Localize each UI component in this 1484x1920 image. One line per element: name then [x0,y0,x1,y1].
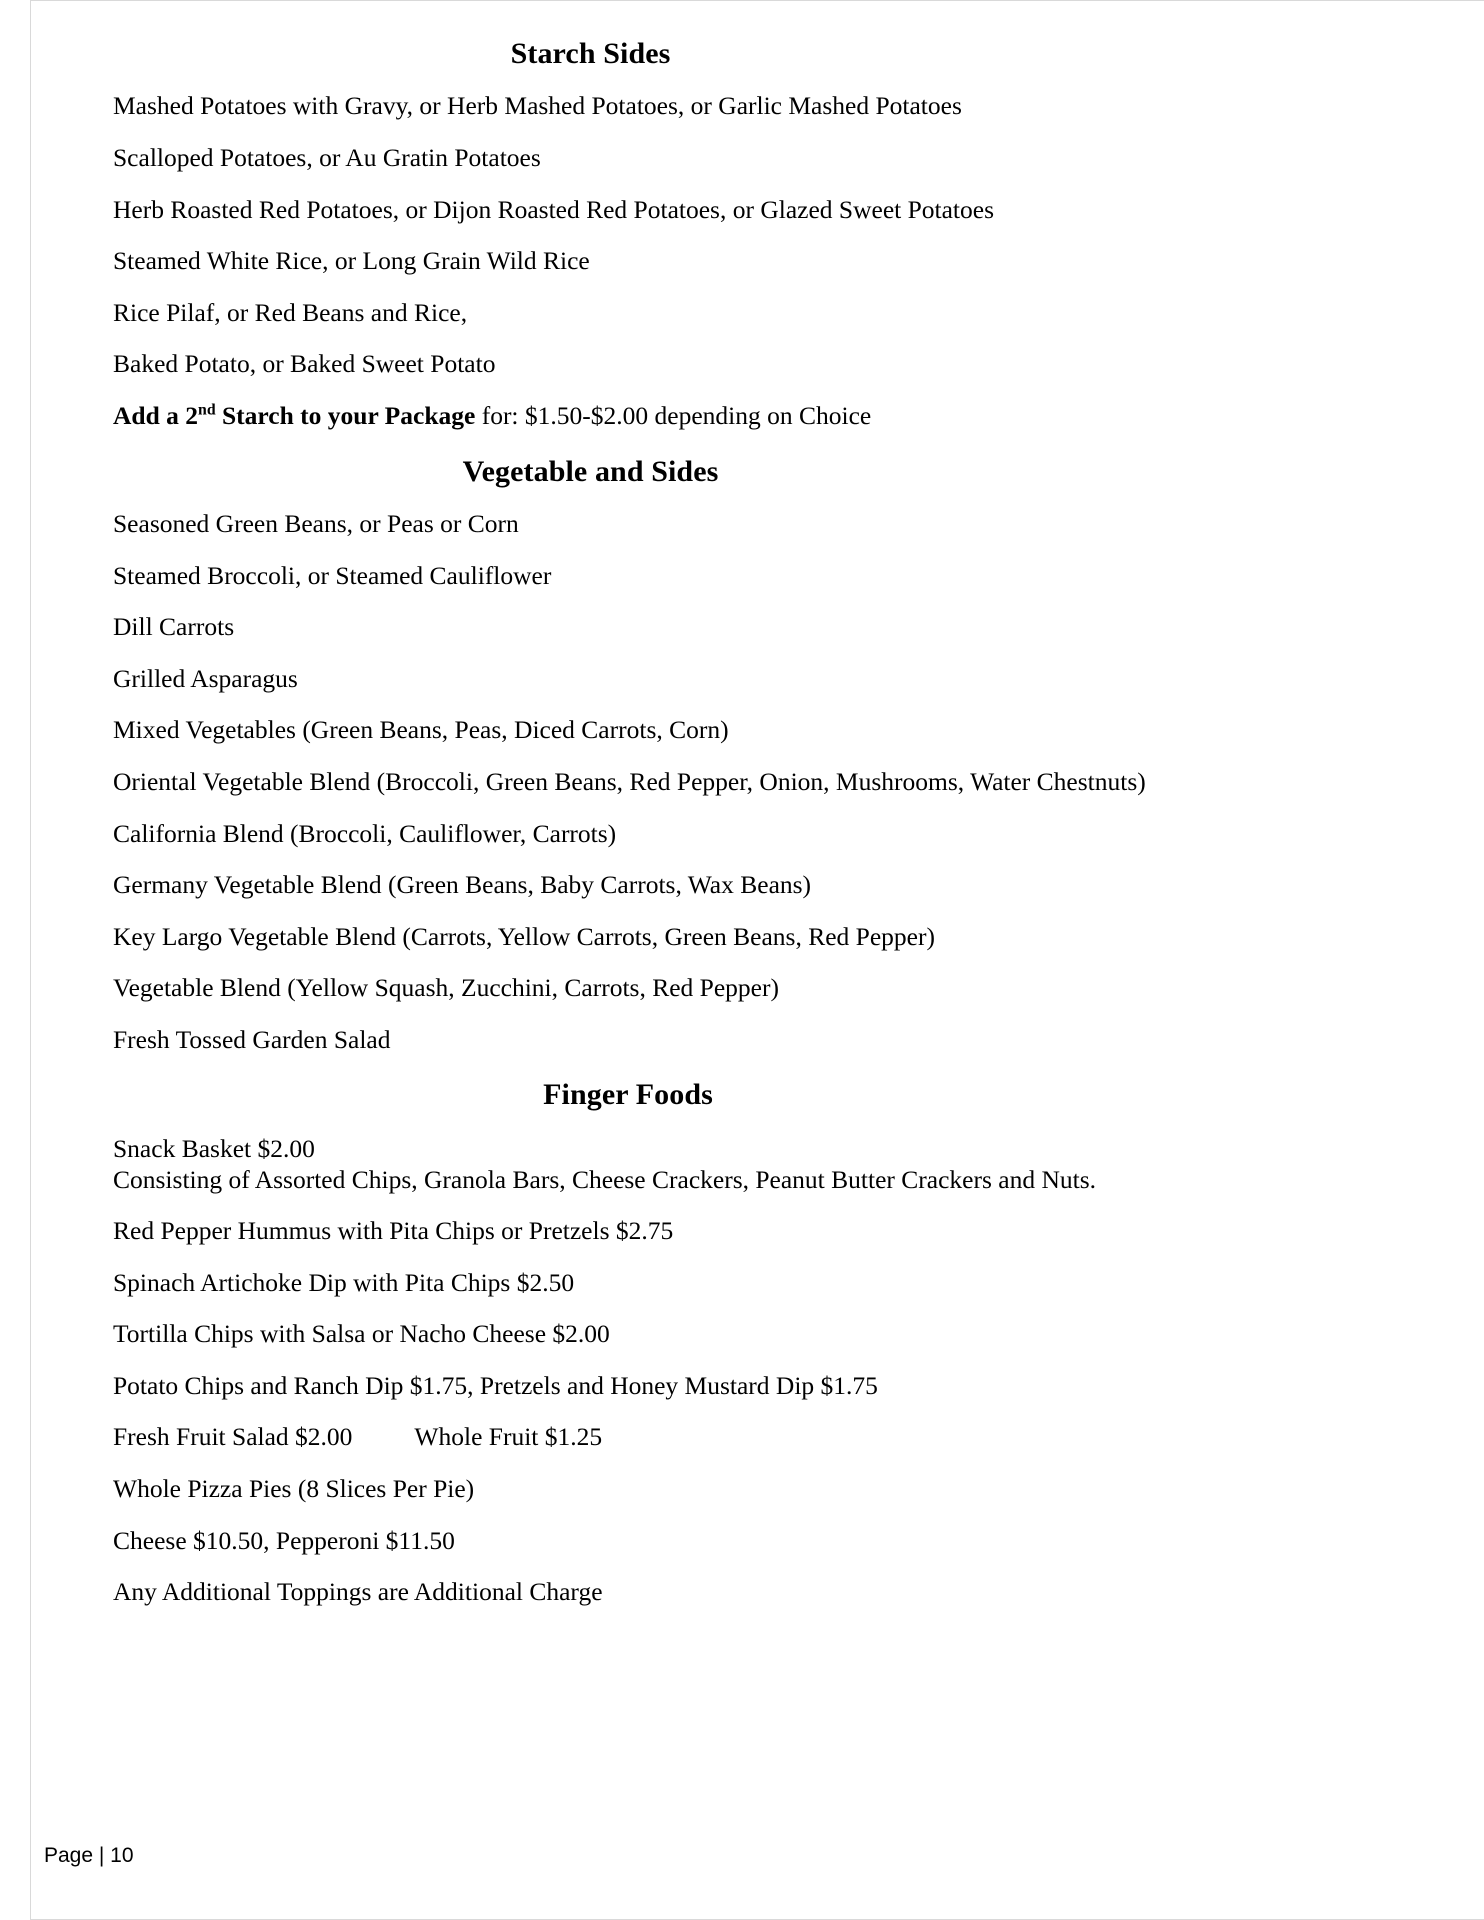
menu-item: Red Pepper Hummus with Pita Chips or Pretzels $2.75 [113,1216,674,1246]
starch-upgrade-note-price: for: $1.50-$2.00 depending on Choice [475,400,872,430]
menu-item: Baked Potato, or Baked Sweet Potato [113,349,496,379]
menu-item: Seasoned Green Beans, or Peas or Corn [113,508,519,538]
snack-basket-entry [113,1133,1403,1195]
menu-item: California Blend (Broccoli, Cauliflower, Carrots) [113,818,617,848]
menu-item: Rice Pilaf, or Red Beans and Rice, [113,297,468,327]
menu-item: Dill Carrots [113,612,235,642]
menu-item: Vegetable Blend (Yellow Squash, Zucchini, Carrots, Red Pepper) [113,973,779,1003]
menu-item: Key Largo Vegetable Blend (Carrots, Yellow Carrots, Green Beans, Red Pepper) [113,921,935,951]
page-content [113,36,1403,1608]
menu-item: Any Additional Toppings are Additional Charge [113,1577,603,1607]
section-heading-vegetable-and-sides: Vegetable and Sides [462,454,719,488]
menu-item: Whole Pizza Pies (8 Slices Per Pie) [113,1474,475,1504]
starch-upgrade-note [113,401,1403,432]
menu-item: Spinach Artichoke Dip with Pita Chips $2.50 [113,1267,575,1297]
menu-item: Steamed White Rice, or Long Grain Wild Rice [113,246,590,276]
section-heading-starch-sides: Starch Sides [510,37,671,70]
snack-basket-description: Consisting of Assorted Chips, Granola Bars, Cheese Crackers, Peanut Butter Crackers and Nuts. [113,1164,1096,1194]
menu-item: Cheese $10.50, Pepperoni $11.50 [113,1525,455,1555]
menu-item: Tortilla Chips with Salsa or Nacho Cheese $2.00 [113,1319,610,1349]
menu-item: Herb Roasted Red Potatoes, or Dijon Roasted Red Potatoes, or Glazed Sweet Potatoes [113,194,995,224]
snack-basket-title: Snack Basket $2.00 [113,1133,315,1163]
section-finger-foods [113,1077,1403,1607]
fruit-price-row [113,1422,1403,1453]
starch-upgrade-note-superscript: nd [198,401,216,419]
page-footer: Page | 10 [44,1844,134,1867]
menu-item: Scalloped Potatoes, or Au Gratin Potatoes [113,142,541,172]
section-starch-sides [113,36,1403,432]
whole-fruit-price: Whole Fruit $1.25 [414,1422,603,1452]
menu-item: Oriental Vegetable Blend (Broccoli, Green Beans, Red Pepper, Onion, Mushrooms, Water Chestnuts) [113,766,1146,796]
menu-item: Potato Chips and Ranch Dip $1.75, Pretzels and Honey Mustard Dip $1.75 [113,1370,878,1400]
menu-item: Mixed Vegetables (Green Beans, Peas, Diced Carrots, Corn) [113,715,729,745]
menu-item: Steamed Broccoli, or Steamed Cauliflower [113,560,552,590]
starch-upgrade-note-bold-prefix: Add a 2 [113,400,199,430]
section-vegetable-and-sides [113,454,1403,1056]
menu-item: Mashed Potatoes with Gravy, or Herb Mashed Potatoes, or Garlic Mashed Potatoes [113,91,962,121]
menu-item: Fresh Tossed Garden Salad [113,1024,391,1054]
page-border-top [30,0,1484,1]
section-heading-finger-foods: Finger Foods [543,1078,713,1112]
starch-upgrade-note-bold-suffix: Starch to your Package [215,400,476,430]
menu-item: Grilled Asparagus [113,663,298,693]
fresh-fruit-salad-price: Fresh Fruit Salad $2.00 [113,1422,353,1452]
menu-item: Germany Vegetable Blend (Green Beans, Baby Carrots, Wax Beans) [113,870,812,900]
page-border-left [30,0,31,1920]
